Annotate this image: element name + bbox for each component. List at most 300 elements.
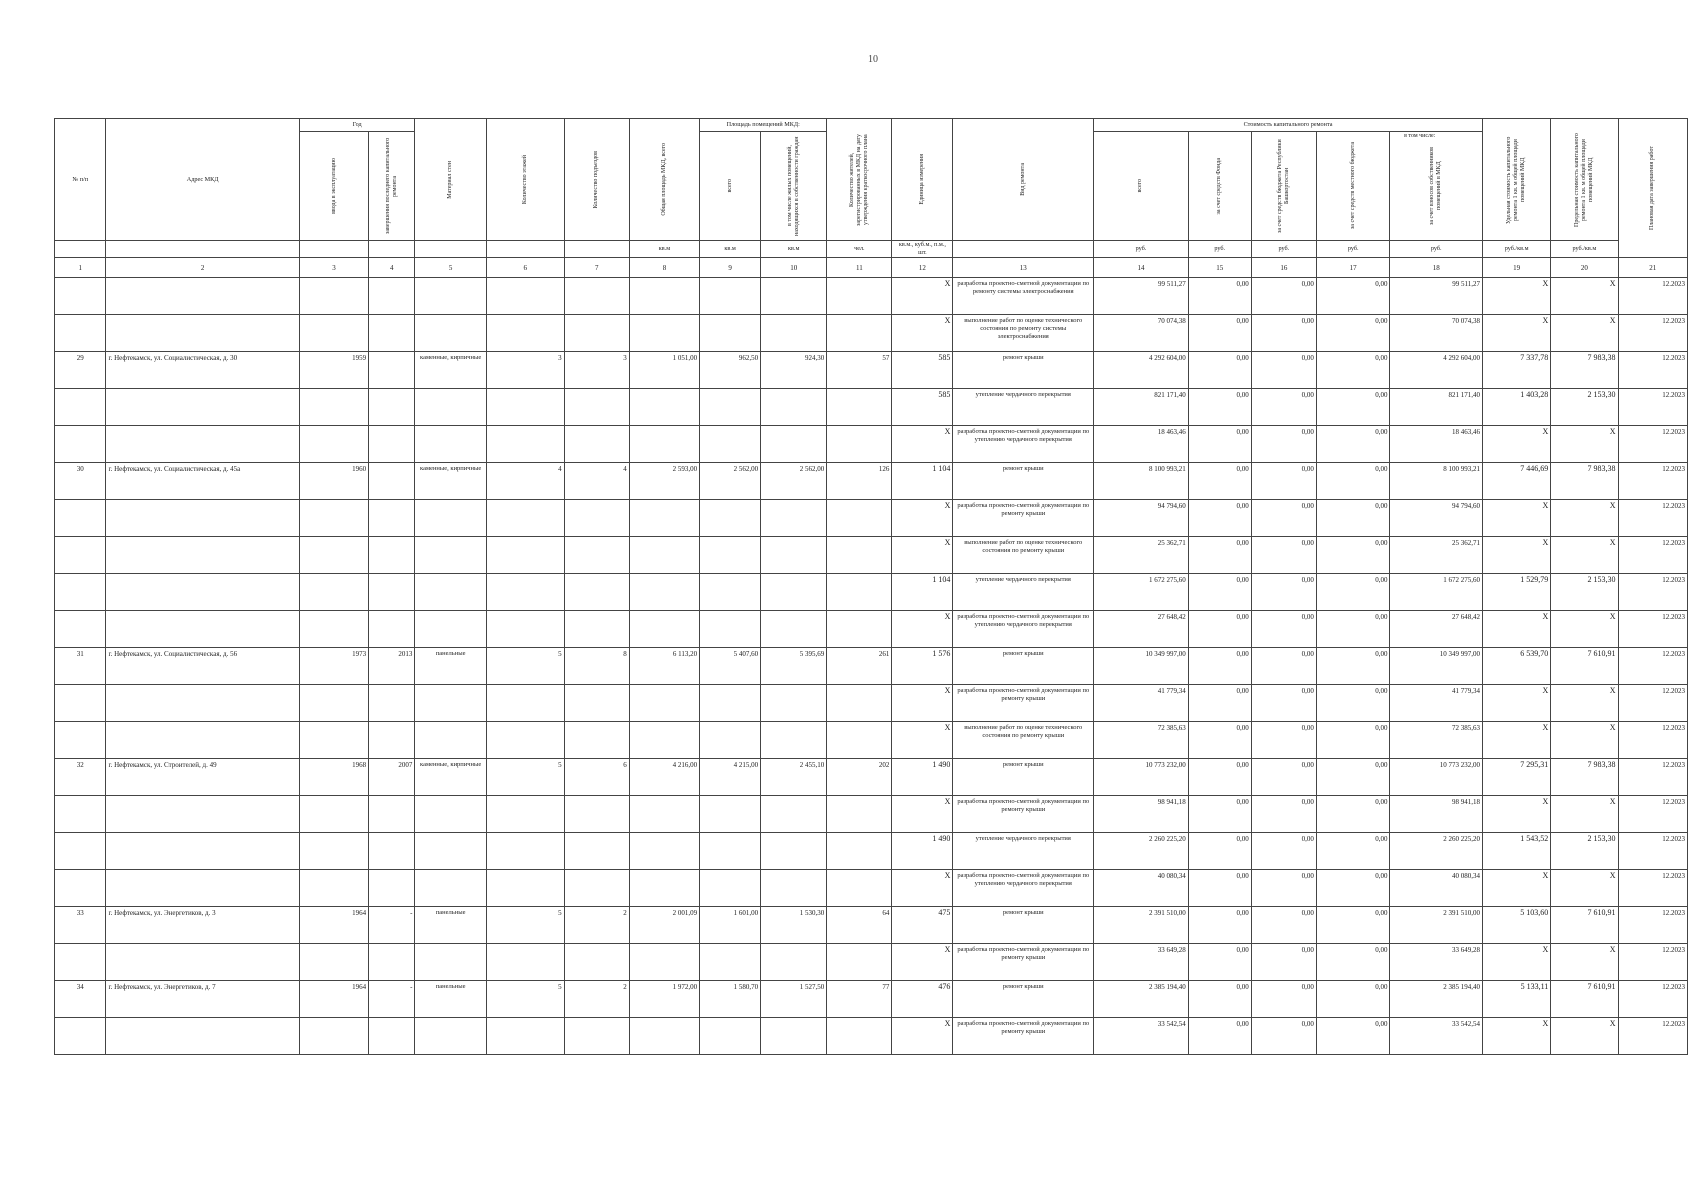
cell-cost-local: 0,00 (1316, 574, 1390, 611)
cell-floors (486, 315, 564, 352)
cell-cost-total: 2 385 194,40 (1094, 981, 1189, 1018)
cell-repair-type: ремонт крыши (953, 648, 1094, 685)
cell-area-all (700, 500, 761, 537)
cell-year-last-repair (369, 389, 415, 426)
cell-entrances (564, 611, 629, 648)
cell-cost-rb: 0,00 (1251, 981, 1316, 1018)
cell-year-last-repair (369, 1018, 415, 1055)
cell-year-last-repair: - (369, 981, 415, 1018)
cell-total-area (629, 500, 699, 537)
unit-label: руб./кв.м (1482, 241, 1550, 258)
cell-unit-cost: X (1482, 685, 1550, 722)
cell-year-last-repair (369, 352, 415, 389)
table-row (55, 796, 1688, 833)
cell-cost-local: 0,00 (1316, 907, 1390, 944)
cell-cost-rb: 0,00 (1251, 722, 1316, 759)
cell-cost-owners: 2 260 225,20 (1390, 833, 1483, 870)
cell-area-all (700, 833, 761, 870)
cell-max-cost: 2 153,30 (1551, 389, 1618, 426)
cell-floors (486, 870, 564, 907)
cell-area-private: 924,30 (761, 352, 827, 389)
cell-cost-fund: 0,00 (1188, 574, 1251, 611)
cell-year-last-repair (369, 278, 415, 315)
cell-plan-date: 12.2023 (1618, 759, 1687, 796)
repair-plan-table-wrapper (54, 118, 1688, 1055)
cell-address (106, 537, 299, 574)
table-row (55, 648, 1688, 685)
table-row (55, 685, 1688, 722)
col-number: 12 (892, 258, 953, 278)
cell-plan-date: 12.2023 (1618, 944, 1687, 981)
cell-cost-fund: 0,00 (1188, 500, 1251, 537)
cell-year-commission (299, 315, 368, 352)
cell-num (55, 1018, 106, 1055)
cell-floors (486, 685, 564, 722)
cell-area-all (700, 944, 761, 981)
cell-entrances: 3 (564, 352, 629, 389)
cell-floors (486, 833, 564, 870)
unit-label: кв.м (761, 241, 827, 258)
cell-cost-rb: 0,00 (1251, 870, 1316, 907)
cell-address (106, 796, 299, 833)
cell-cost-fund: 0,00 (1188, 870, 1251, 907)
cell-area-private (761, 278, 827, 315)
cell-area-all (700, 315, 761, 352)
cell-cost-rb: 0,00 (1251, 796, 1316, 833)
cell-unit-cost: X (1482, 722, 1550, 759)
cell-unit: X (892, 426, 953, 463)
cell-cost-owners: 72 385,63 (1390, 722, 1483, 759)
cell-floors: 5 (486, 981, 564, 1018)
hdr-unit-measure: Единица измерения (918, 154, 925, 205)
cell-plan-date: 12.2023 (1618, 796, 1687, 833)
cell-residents: 64 (827, 907, 892, 944)
cell-total-area: 2 001,09 (629, 907, 699, 944)
cell-cost-local: 0,00 (1316, 796, 1390, 833)
cell-area-all (700, 722, 761, 759)
cell-cost-rb: 0,00 (1251, 1018, 1316, 1055)
cell-cost-owners: 99 511,27 (1390, 278, 1483, 315)
cell-year-commission (299, 870, 368, 907)
cell-cost-fund: 0,00 (1188, 278, 1251, 315)
cell-repair-type: ремонт крыши (953, 352, 1094, 389)
cell-cost-rb: 0,00 (1251, 500, 1316, 537)
cell-total-area (629, 278, 699, 315)
cell-max-cost: 7 983,38 (1551, 463, 1618, 500)
cell-cost-total: 18 463,46 (1094, 426, 1189, 463)
table-row (55, 833, 1688, 870)
cell-area-private: 2 562,00 (761, 463, 827, 500)
hdr-year-commission: ввода в эксплуатацию (330, 158, 337, 214)
cell-repair-type: разработка проектно-сметной документации по ремонту системы электроснабжения (953, 278, 1094, 315)
cell-cost-total: 1 672 275,60 (1094, 574, 1189, 611)
cell-area-private (761, 796, 827, 833)
cell-cost-owners: 4 292 604,00 (1390, 352, 1483, 389)
cell-cost-local: 0,00 (1316, 389, 1390, 426)
cell-wall-material (415, 278, 486, 315)
table-row (55, 352, 1688, 389)
cell-unit: 585 (892, 352, 953, 389)
cell-total-area (629, 426, 699, 463)
cell-num (55, 833, 106, 870)
col-number: 3 (299, 258, 368, 278)
cell-cost-local: 0,00 (1316, 352, 1390, 389)
cell-plan-date: 12.2023 (1618, 574, 1687, 611)
cell-area-private (761, 870, 827, 907)
cell-cost-owners: 821 171,40 (1390, 389, 1483, 426)
cell-total-area: 2 593,00 (629, 463, 699, 500)
cell-cost-total: 25 362,71 (1094, 537, 1189, 574)
cell-cost-rb: 0,00 (1251, 389, 1316, 426)
hdr-floors: Количество этажей (521, 154, 528, 205)
cell-entrances (564, 722, 629, 759)
cell-repair-type: разработка проектно-сметной документации по ремонту крыши (953, 796, 1094, 833)
cell-cost-fund: 0,00 (1188, 648, 1251, 685)
cell-floors: 5 (486, 907, 564, 944)
cell-plan-date: 12.2023 (1618, 833, 1687, 870)
cell-address (106, 426, 299, 463)
cell-cost-total: 41 779,34 (1094, 685, 1189, 722)
cell-repair-type: разработка проектно-сметной документации по ремонту крыши (953, 1018, 1094, 1055)
cell-num (55, 389, 106, 426)
col-number: 14 (1094, 258, 1189, 278)
cell-total-area (629, 537, 699, 574)
cell-unit-cost: X (1482, 315, 1550, 352)
cell-max-cost: X (1551, 1018, 1618, 1055)
cell-plan-date: 12.2023 (1618, 722, 1687, 759)
cell-max-cost: 7 983,38 (1551, 759, 1618, 796)
cell-cost-owners: 33 542,54 (1390, 1018, 1483, 1055)
cell-max-cost: 7 983,38 (1551, 352, 1618, 389)
cell-unit: X (892, 611, 953, 648)
cell-unit-cost: X (1482, 611, 1550, 648)
hdr-entrances: Количество подъездов (593, 150, 600, 209)
cell-cost-local: 0,00 (1316, 685, 1390, 722)
cell-area-private (761, 1018, 827, 1055)
cell-area-private (761, 611, 827, 648)
cell-repair-type: разработка проектно-сметной документации по ремонту крыши (953, 944, 1094, 981)
unit-label: руб. (1251, 241, 1316, 258)
cell-unit-cost: 1 529,79 (1482, 574, 1550, 611)
cell-unit-cost: X (1482, 796, 1550, 833)
table-row (55, 426, 1688, 463)
cell-unit-cost: 5 103,60 (1482, 907, 1550, 944)
cell-unit: X (892, 944, 953, 981)
cell-entrances (564, 315, 629, 352)
unit-label: руб. (1188, 241, 1251, 258)
cell-cost-rb: 0,00 (1251, 463, 1316, 500)
cell-cost-fund: 0,00 (1188, 611, 1251, 648)
cell-year-last-repair (369, 870, 415, 907)
unit-label: руб. (1094, 241, 1189, 258)
cell-total-area (629, 796, 699, 833)
cell-residents (827, 278, 892, 315)
cell-residents (827, 426, 892, 463)
hdr-max-cost: Предельная стоимость капитального ремонта 1 кв. м общей площади помещений МКД (1573, 132, 1594, 227)
hdr-residents: Количество жителей, зарегистрированных в МКД на дату утверждения краткосрочного плана (848, 133, 869, 226)
cell-cost-rb: 0,00 (1251, 611, 1316, 648)
cell-residents (827, 611, 892, 648)
cell-unit-cost: X (1482, 500, 1550, 537)
cell-unit: 1 576 (892, 648, 953, 685)
cell-total-area (629, 944, 699, 981)
cell-num: 34 (55, 981, 106, 1018)
hdr-year-group: Год (299, 119, 415, 132)
cell-entrances (564, 796, 629, 833)
cell-year-commission (299, 426, 368, 463)
cell-address: г. Нефтекамск, ул. Социалистическая, д. 56 (106, 648, 299, 685)
cell-cost-local: 0,00 (1316, 722, 1390, 759)
cell-floors: 5 (486, 648, 564, 685)
cell-cost-local: 0,00 (1316, 833, 1390, 870)
cell-year-commission (299, 833, 368, 870)
cell-num (55, 722, 106, 759)
cell-total-area: 1 972,00 (629, 981, 699, 1018)
cell-cost-fund: 0,00 (1188, 833, 1251, 870)
cell-total-area (629, 1018, 699, 1055)
col-number: 10 (761, 258, 827, 278)
cell-entrances (564, 500, 629, 537)
cell-max-cost: 2 153,30 (1551, 574, 1618, 611)
cell-total-area (629, 389, 699, 426)
col-number: 16 (1251, 258, 1316, 278)
cell-num (55, 537, 106, 574)
cell-area-private (761, 833, 827, 870)
cell-total-area: 4 216,00 (629, 759, 699, 796)
cell-repair-type: утепление чердачного перекрытия (953, 389, 1094, 426)
cell-cost-owners: 98 941,18 (1390, 796, 1483, 833)
cell-unit: X (892, 278, 953, 315)
cell-unit-cost: 7 446,69 (1482, 463, 1550, 500)
cell-cost-total: 2 391 510,00 (1094, 907, 1189, 944)
cell-unit-cost: 1 543,52 (1482, 833, 1550, 870)
cell-total-area (629, 833, 699, 870)
cell-residents (827, 537, 892, 574)
col-number: 4 (369, 258, 415, 278)
cell-year-last-repair: 2013 (369, 648, 415, 685)
table-row (55, 574, 1688, 611)
cell-residents (827, 315, 892, 352)
cell-total-area: 1 051,00 (629, 352, 699, 389)
cell-unit: X (892, 870, 953, 907)
cell-residents (827, 796, 892, 833)
cell-year-last-repair (369, 944, 415, 981)
cell-wall-material (415, 537, 486, 574)
cell-unit: X (892, 796, 953, 833)
cell-year-commission: 1964 (299, 907, 368, 944)
cell-floors: 3 (486, 352, 564, 389)
cell-entrances (564, 574, 629, 611)
cell-cost-owners: 10 773 232,00 (1390, 759, 1483, 796)
cell-area-all (700, 796, 761, 833)
cell-area-all (700, 426, 761, 463)
hdr-area-all: всего (726, 179, 733, 193)
cell-cost-fund: 0,00 (1188, 981, 1251, 1018)
cell-residents (827, 574, 892, 611)
hdr-area-group: Площадь помещений МКД: (700, 119, 827, 132)
cell-cost-total: 2 260 225,20 (1094, 833, 1189, 870)
cell-cost-rb: 0,00 (1251, 537, 1316, 574)
table-row (55, 944, 1688, 981)
unit-label: руб. (1390, 241, 1483, 258)
cell-year-commission: 1973 (299, 648, 368, 685)
cell-cost-local: 0,00 (1316, 537, 1390, 574)
column-number-row (55, 258, 1688, 278)
cell-cost-local: 0,00 (1316, 611, 1390, 648)
cell-floors (486, 574, 564, 611)
cell-repair-type: разработка проектно-сметной документации по утеплению чердачного перекрытия (953, 870, 1094, 907)
cell-area-private (761, 500, 827, 537)
cell-year-last-repair: - (369, 907, 415, 944)
cell-area-private (761, 574, 827, 611)
cell-area-private (761, 537, 827, 574)
cell-plan-date: 12.2023 (1618, 426, 1687, 463)
cell-cost-total: 27 648,42 (1094, 611, 1189, 648)
cell-max-cost: 7 610,91 (1551, 981, 1618, 1018)
cell-num: 29 (55, 352, 106, 389)
cell-wall-material (415, 944, 486, 981)
cell-address (106, 611, 299, 648)
unit-label: кв.м., куб.м., п.м., шт. (892, 241, 953, 258)
cell-plan-date: 12.2023 (1618, 981, 1687, 1018)
cell-cost-local: 0,00 (1316, 648, 1390, 685)
cell-cost-fund: 0,00 (1188, 315, 1251, 352)
cell-cost-total: 33 542,54 (1094, 1018, 1189, 1055)
cell-area-all: 2 562,00 (700, 463, 761, 500)
cell-floors (486, 796, 564, 833)
table-row (55, 1018, 1688, 1055)
cell-max-cost: X (1551, 685, 1618, 722)
table-row (55, 463, 1688, 500)
table-row (55, 759, 1688, 796)
cell-address: г. Нефтекамск, ул. Социалистическая, д. 45а (106, 463, 299, 500)
cell-max-cost: X (1551, 944, 1618, 981)
cell-address (106, 315, 299, 352)
cell-num (55, 685, 106, 722)
col-number: 2 (106, 258, 299, 278)
cell-repair-type: выполнение работ по оценке технического состояния по ремонту крыши (953, 722, 1094, 759)
cell-num (55, 315, 106, 352)
cell-area-private (761, 722, 827, 759)
cell-wall-material (415, 1018, 486, 1055)
cell-cost-local: 0,00 (1316, 500, 1390, 537)
cell-unit: 1 490 (892, 833, 953, 870)
cell-area-all (700, 574, 761, 611)
hdr-address: Адрес МКД (106, 119, 299, 241)
cell-year-commission: 1964 (299, 981, 368, 1018)
cell-max-cost: X (1551, 278, 1618, 315)
table-body (55, 278, 1688, 1055)
cell-num (55, 796, 106, 833)
cell-year-commission: 1959 (299, 352, 368, 389)
cell-entrances: 6 (564, 759, 629, 796)
cell-max-cost: X (1551, 500, 1618, 537)
hdr-total-area: Общая площадь МКД, всего (660, 143, 667, 216)
cell-num (55, 870, 106, 907)
cell-floors: 5 (486, 759, 564, 796)
cell-entrances: 8 (564, 648, 629, 685)
cell-cost-owners: 40 080,34 (1390, 870, 1483, 907)
cell-floors (486, 944, 564, 981)
cell-area-all (700, 537, 761, 574)
cell-unit-cost: X (1482, 537, 1550, 574)
table-row (55, 500, 1688, 537)
cell-cost-owners: 8 100 993,21 (1390, 463, 1483, 500)
cell-plan-date: 12.2023 (1618, 870, 1687, 907)
cell-plan-date: 12.2023 (1618, 500, 1687, 537)
cell-residents (827, 685, 892, 722)
cell-area-private: 1 527,50 (761, 981, 827, 1018)
cell-unit-cost: X (1482, 426, 1550, 463)
cell-unit: X (892, 537, 953, 574)
cell-entrances (564, 944, 629, 981)
cell-cost-rb: 0,00 (1251, 574, 1316, 611)
unit-label: чел. (827, 241, 892, 258)
table-row (55, 870, 1688, 907)
cell-cost-total: 70 074,38 (1094, 315, 1189, 352)
hdr-cost-total: всего (1137, 179, 1144, 193)
cell-floors (486, 500, 564, 537)
cell-year-commission (299, 611, 368, 648)
hdr-cost-rb: за счет средств бюджета Республики Башкортостан (1276, 139, 1290, 233)
table-row (55, 278, 1688, 315)
cell-residents (827, 1018, 892, 1055)
cell-address (106, 1018, 299, 1055)
cell-wall-material: каменные, кирпичные (415, 352, 486, 389)
cell-max-cost: X (1551, 722, 1618, 759)
cell-repair-type: разработка проектно-сметной документации по ремонту крыши (953, 685, 1094, 722)
hdr-incl-group: в том числе: (1404, 133, 1436, 139)
cell-cost-local: 0,00 (1316, 278, 1390, 315)
cell-residents (827, 500, 892, 537)
cell-residents (827, 944, 892, 981)
repair-plan-table (54, 118, 1688, 1055)
cell-year-commission (299, 500, 368, 537)
cell-area-all: 4 215,00 (700, 759, 761, 796)
cell-plan-date: 12.2023 (1618, 685, 1687, 722)
table-row (55, 722, 1688, 759)
cell-cost-fund: 0,00 (1188, 352, 1251, 389)
cell-cost-local: 0,00 (1316, 759, 1390, 796)
hdr-cost-local: за счет средств местного бюджета (1349, 142, 1356, 230)
cell-year-commission (299, 685, 368, 722)
cell-total-area (629, 870, 699, 907)
col-number: 1 (55, 258, 106, 278)
cell-year-commission (299, 722, 368, 759)
cell-residents: 57 (827, 352, 892, 389)
cell-year-last-repair (369, 796, 415, 833)
cell-cost-rb: 0,00 (1251, 352, 1316, 389)
cell-cost-owners: 2 391 510,00 (1390, 907, 1483, 944)
cell-unit: X (892, 315, 953, 352)
unit-label: кв.м (629, 241, 699, 258)
cell-wall-material (415, 611, 486, 648)
cell-cost-rb: 0,00 (1251, 315, 1316, 352)
cell-floors (486, 426, 564, 463)
cell-wall-material: панельные (415, 981, 486, 1018)
cell-unit-cost: X (1482, 278, 1550, 315)
cell-num: 32 (55, 759, 106, 796)
cell-unit: 475 (892, 907, 953, 944)
cell-area-all (700, 1018, 761, 1055)
cell-cost-total: 72 385,63 (1094, 722, 1189, 759)
cell-num (55, 611, 106, 648)
cell-year-last-repair (369, 315, 415, 352)
cell-area-private (761, 389, 827, 426)
cell-area-all (700, 685, 761, 722)
cell-address (106, 722, 299, 759)
cell-wall-material: каменные, кирпичные (415, 463, 486, 500)
